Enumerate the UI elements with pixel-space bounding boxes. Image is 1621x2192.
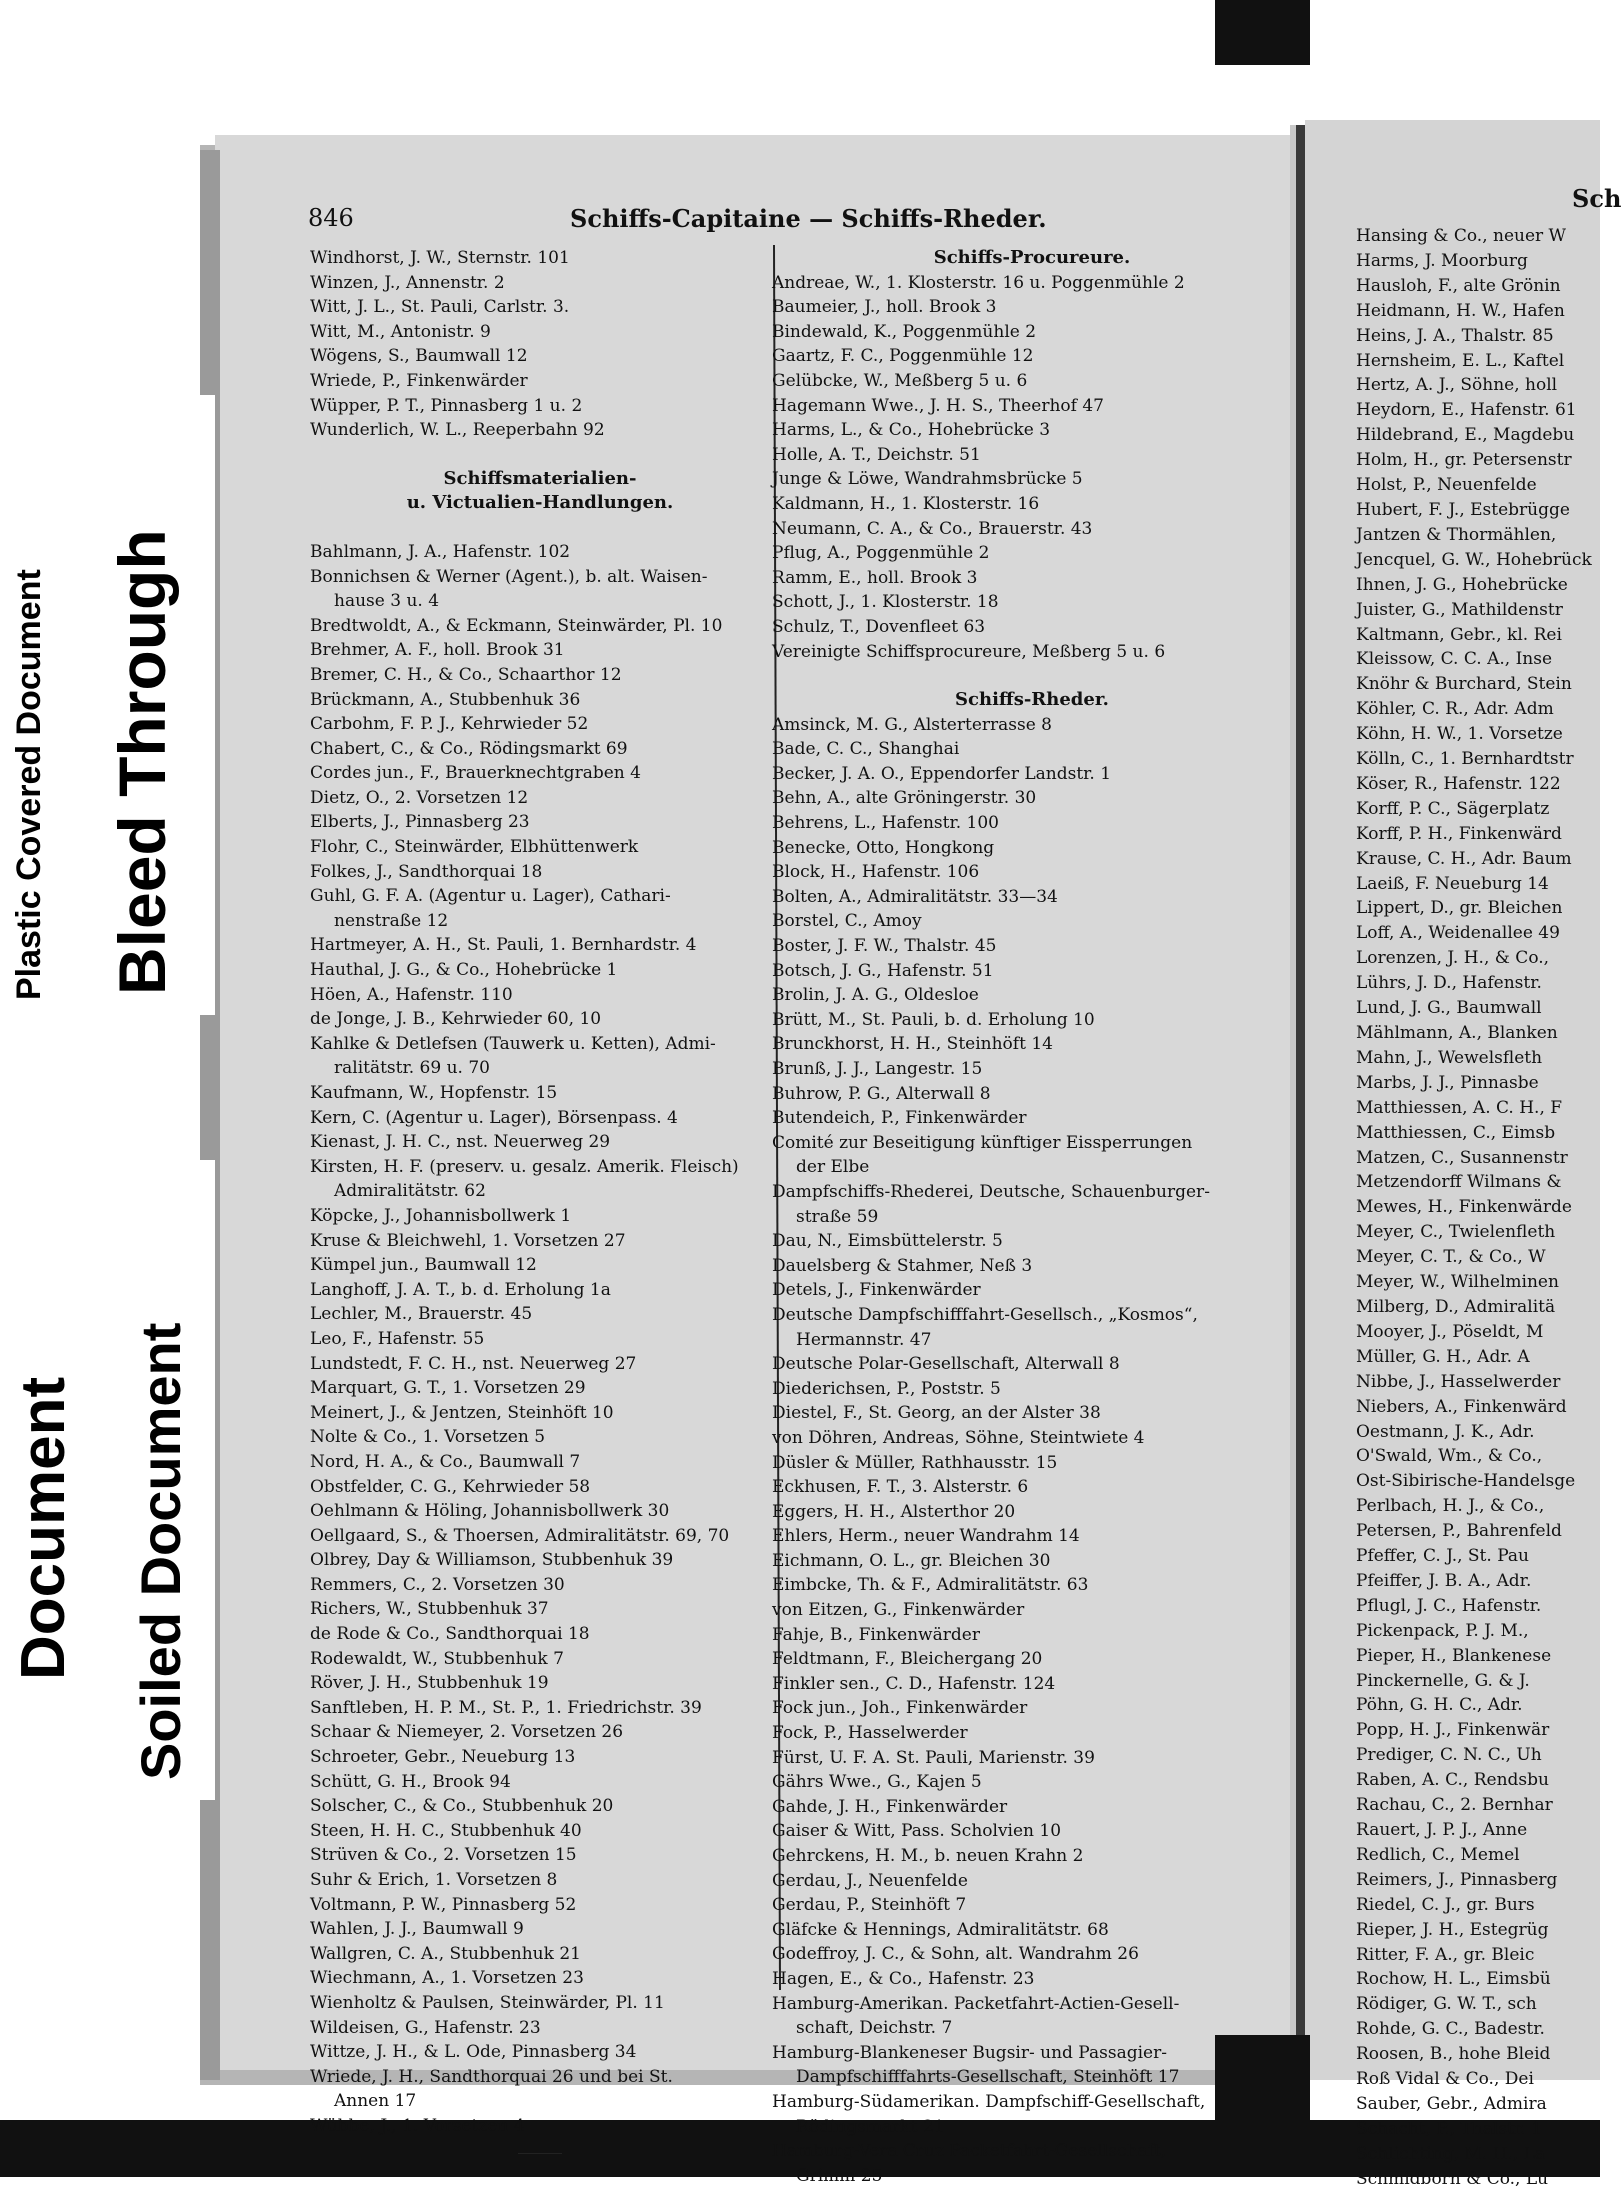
- directory-entry: Müller, G. H., Adr. A: [1356, 1346, 1530, 1367]
- directory-entry: Cordes jun., F., Brauerknechtgraben 4: [310, 763, 641, 784]
- directory-entry: Gerdau, J., Neuenfelde: [772, 1870, 968, 1891]
- directory-entry: Deutsche Polar-Gesellschaft, Alterwall 8: [772, 1354, 1120, 1375]
- entry-continuation: straße 59: [796, 1206, 879, 1227]
- directory-entry: Bolten, A., Admiralitätstr. 33—34: [772, 886, 1058, 907]
- directory-entry: Eckhusen, F. T., 3. Alsterstr. 6: [772, 1477, 1029, 1498]
- directory-entry: Bahlmann, J. A., Hafenstr. 102: [310, 541, 571, 562]
- directory-entry: Nolte & Co., 1. Vorsetzen 5: [310, 1427, 546, 1448]
- directory-entry: Heins, J. A., Thalstr. 85: [1356, 325, 1554, 346]
- directory-entry: Junge & Löwe, Wandrahmsbrücke 5: [772, 469, 1083, 490]
- entry-continuation: Annen 17: [334, 2091, 417, 2112]
- directory-entry: Korff, P. H., Finkenwärd: [1356, 823, 1562, 844]
- directory-entry: Folkes, J., Sandthorquai 18: [310, 861, 543, 882]
- directory-entry: Witt, M., Antonistr. 9: [310, 321, 491, 342]
- entry-continuation: Grimm 25: [796, 2165, 883, 2186]
- spacer: [772, 664, 1292, 688]
- directory-entry: Godeffroy, J. C., & Sohn, alt. Wandrahm 26: [772, 1944, 1139, 1965]
- directory-entry: Matthiessen, C., Eimsb: [1356, 1122, 1556, 1143]
- directory-entry: Wriede, P., Finkenwärder: [310, 370, 528, 391]
- directory-entry: Düsler & Müller, Rathhausstr. 15: [772, 1452, 1058, 1473]
- directory-entry: Deutsche Dampfschifffahrt-Gesellsch., „Kosmos“,: [772, 1304, 1198, 1325]
- directory-entry: Perlbach, H. J., & Co.,: [1356, 1496, 1545, 1517]
- directory-entry: Matzen, C., Susannenstr: [1356, 1147, 1568, 1168]
- directory-entry: Hernsheim, E. L., Kaftel: [1356, 350, 1565, 371]
- directory-entry: Fürst, U. F. A. St. Pauli, Marienstr. 39: [772, 1747, 1095, 1768]
- directory-entry: Schaar & Niemeyer, 2. Vorsetzen 26: [310, 1722, 624, 1743]
- directory-entry: Schacht, P., Thalstr. 1: [1356, 2118, 1542, 2139]
- soiled-document-label: Soiled Document: [129, 1322, 192, 1780]
- directory-entry: Bindewald, K., Poggenmühle 2: [772, 321, 1037, 342]
- directory-entry: de Jonge, J. B., Kehrwieder 60, 10: [310, 1009, 602, 1030]
- directory-entry: Kirsten, H. F. (preserv. u. gesalz. Amerik. Fleisch): [310, 1156, 739, 1177]
- directory-entry: Ehlers, Herm., neuer Wandrahm 14: [772, 1526, 1080, 1547]
- directory-entry: Köhler, C. R., Adr. Adm: [1356, 699, 1554, 720]
- directory-entry: Mooyer, J., Pöseldt, M: [1356, 1321, 1544, 1342]
- page-number: 846: [308, 204, 354, 232]
- directory-entry: Milberg, D., Admiralitä: [1356, 1296, 1556, 1317]
- directory-entry: Brehmer, A. F., holl. Brook 31: [310, 640, 565, 661]
- directory-entry: Botsch, J. G., Hafenstr. 51: [772, 960, 994, 981]
- directory-entry: Ihnen, J. G., Hohebrücke: [1356, 574, 1568, 595]
- directory-entry: Redlich, C., Memel: [1356, 1844, 1520, 1865]
- directory-entry: Röver, J. H., Stubbenhuk 19: [310, 1673, 549, 1694]
- directory-entry: Hauthal, J. G., & Co., Hohebrücke 1: [310, 960, 618, 981]
- directory-entry: Ramm, E., holl. Brook 3: [772, 567, 978, 588]
- directory-entry: Pflugl, J. C., Hafenstr.: [1356, 1595, 1542, 1616]
- entry-continuation: hause 3 u. 4: [334, 591, 440, 612]
- directory-entry: Schroeter, Gebr., Neueburg 13: [310, 1747, 576, 1768]
- directory-entry: Wriede, J. H., Sandthorquai 26 und bei St.: [310, 2066, 673, 2087]
- directory-entry: Bonnichsen & Werner (Agent.), b. alt. Waisen-: [310, 566, 708, 587]
- top-clamp: [1215, 0, 1310, 65]
- directory-entry: Bremer, C. H., & Co., Schaarthor 12: [310, 664, 622, 685]
- directory-entry: Wittze, J. H., & L. Ode, Pinnasberg 34: [310, 2042, 637, 2063]
- directory-entry: Oestmann, J. K., Adr.: [1356, 1421, 1535, 1442]
- directory-entry: Brütt, M., St. Pauli, b. d. Erholung 10: [772, 1009, 1095, 1030]
- directory-entry: Suhr & Erich, 1. Vorsetzen 8: [310, 1870, 558, 1890]
- directory-entry: Lechler, M., Brauerstr. 45: [310, 1304, 533, 1325]
- page-header: [300, 200, 1300, 240]
- spacer: [310, 443, 770, 467]
- directory-entry: Juister, G., Mathildenstr: [1356, 599, 1563, 620]
- directory-entry: Wögens, S., Baumwall 12: [310, 346, 528, 367]
- directory-entry: Leo, F., Hafenstr. 55: [310, 1328, 485, 1349]
- directory-entry: Wiechmann, A., 1. Vorsetzen 23: [310, 1968, 584, 1989]
- directory-entry: Riedel, C. J., gr. Burs: [1356, 1894, 1535, 1915]
- directory-entry: Schlichting, M. H., La: [1356, 2143, 1546, 2164]
- left-page: [300, 200, 1300, 2186]
- directory-entry: Oehlmann & Höling, Johannisbollwerk 30: [310, 1501, 670, 1522]
- directory-entry: Amsinck, M. G., Alsterterrasse 8: [772, 714, 1053, 735]
- directory-entry: Voltmann, P. W., Pinnasberg 52: [310, 1894, 577, 1915]
- directory-entry: Laeiß, F. Neueburg 14: [1356, 873, 1549, 894]
- directory-entry: Pinckernelle, G. & J.: [1356, 1670, 1530, 1691]
- directory-entry: Gaartz, F. C., Poggenmühle 12: [772, 346, 1034, 367]
- directory-entry: Flohr, C., Steinwärder, Elbhüttenwerk: [310, 837, 639, 858]
- directory-entry: Metzendorff Wilmans &: [1356, 1172, 1562, 1193]
- directory-entry: Richers, W., Stubbenhuk 37: [310, 1599, 549, 1620]
- directory-entry: Detels, J., Finkenwärder: [772, 1280, 981, 1301]
- directory-entry: Holle, A. T., Deichstr. 51: [772, 444, 981, 465]
- directory-entry: Kern, C. (Agentur u. Lager), Börsenpass. 4: [310, 1107, 678, 1128]
- directory-entry: Knöhr & Burchard, Stein: [1356, 674, 1572, 695]
- directory-entry: Wunderlich, W. L., Reeperbahn 92: [310, 420, 605, 441]
- document-label: Document: [9, 1376, 78, 1680]
- directory-entry: Langhoff, J. A. T., b. d. Erholung 1a: [310, 1279, 611, 1300]
- left-column: [310, 246, 770, 2154]
- directory-entry: Lundstedt, F. C. H., nst. Neuerweg 27: [310, 1353, 637, 1374]
- directory-entry: Meyer, W., Wilhelminen: [1356, 1272, 1559, 1293]
- directory-entry: Witt, J. L., St. Pauli, Carlstr. 3.: [310, 297, 570, 318]
- directory-entry: Schott, J., 1. Klosterstr. 18: [772, 592, 999, 613]
- entry-continuation: Admiralitätstr. 62: [334, 1181, 486, 1202]
- directory-entry: Hamburg-Blankeneser Bugsir- und Passagier-: [772, 2042, 1167, 2063]
- directory-entry: Rauert, J. P. J., Anne: [1356, 1820, 1528, 1840]
- directory-entry: Wienholtz & Paulsen, Steinwärder, Pl. 11: [310, 1992, 665, 2013]
- directory-entry: Sauber, Gebr., Admira: [1356, 2093, 1547, 2114]
- directory-entry: Prediger, C. N. C., Uh: [1356, 1745, 1542, 1766]
- directory-entry: Solscher, C., & Co., Stubbenhuk 20: [310, 1796, 614, 1817]
- directory-entry: Behrens, L., Hafenstr. 100: [772, 813, 1000, 834]
- directory-entry: Wildeisen, G., Hafenstr. 23: [310, 2017, 541, 2038]
- directory-entry: Bade, C. C., Shanghai: [772, 739, 960, 760]
- directory-entry: Popp, H. J., Finkenwär: [1356, 1720, 1550, 1741]
- directory-entry: Buhrow, P. G., Alterwall 8: [772, 1083, 991, 1104]
- directory-entry: Hamburg-Vera Cruz Packetfahrt-Gesellschaft,: [772, 2141, 1167, 2162]
- directory-entry: Kaufmann, W., Hopfenstr. 15: [310, 1083, 558, 1103]
- directory-entry: Dauelsberg & Stahmer, Neß 3: [772, 1255, 1033, 1276]
- directory-entry: Rodewaldt, W., Stubbenhuk 7: [310, 1648, 564, 1669]
- section-heading: u. Victualien-Handlungen.: [406, 492, 674, 514]
- directory-entry: Raben, A. C., Rendsbu: [1356, 1770, 1549, 1791]
- directory-entry: Wallgren, C. A., Stubbenhuk 21: [310, 1943, 581, 1964]
- directory-entry: Hildebrand, E., Magdebu: [1356, 425, 1575, 446]
- directory-entry: Gerdau, P., Steinhöft 7: [772, 1895, 967, 1916]
- directory-entry: Benecke, Otto, Hongkong: [772, 837, 995, 858]
- directory-entry: Pöhn, G. H. C., Adr.: [1356, 1695, 1523, 1716]
- directory-entry: Kienast, J. H. C., nst. Neuerweg 29: [310, 1132, 611, 1153]
- directory-entry: Marquart, G. T., 1. Vorsetzen 29: [310, 1378, 586, 1399]
- directory-entry: Steen, H. H. C., Stubbenhuk 40: [310, 1820, 582, 1841]
- directory-entry: Pfeffer, C. J., St. Pau: [1356, 1546, 1529, 1567]
- directory-entry: Hagemann Wwe., J. H. S., Theerhof 47: [772, 395, 1104, 416]
- directory-entry: Eichmann, O. L., gr. Bleichen 30: [772, 1550, 1051, 1571]
- directory-entry: Hagen, E., & Co., Hafenstr. 23: [772, 1968, 1035, 1989]
- directory-entry: von Döhren, Andreas, Söhne, Steintwiete 4: [772, 1427, 1145, 1448]
- next-page-fragment: [1350, 180, 1621, 2189]
- directory-entry: Borstel, C., Amoy: [772, 911, 922, 932]
- directory-entry: Carbohm, F. P. J., Kehrwieder 52: [310, 714, 589, 735]
- directory-entry: Heidmann, H. W., Hafen: [1356, 300, 1565, 321]
- directory-entry: Behn, A., alte Gröningerstr. 30: [772, 788, 1037, 809]
- entry-continuation: nenstraße 12: [334, 910, 449, 931]
- entry-continuation: der Elbe: [796, 1157, 870, 1178]
- next-page-column: [1356, 224, 1616, 2192]
- directory-entry: Heydorn, E., Hafenstr. 61: [1356, 400, 1577, 421]
- directory-entry: Rachau, C., 2. Bernhar: [1356, 1795, 1553, 1816]
- directory-entry: Rieper, J. H., Estegrüg: [1356, 1919, 1549, 1940]
- directory-entry: Hertz, A. J., Söhne, holl: [1356, 375, 1558, 396]
- directory-entry: Lührs, J. D., Hafenstr.: [1356, 973, 1542, 994]
- directory-entry: Diederichsen, P., Poststr. 5: [772, 1378, 1001, 1399]
- directory-entry: Kölln, C., 1. Bernhardtstr: [1356, 749, 1574, 770]
- directory-entry: Lorenzen, J. H., & Co.,: [1356, 948, 1550, 969]
- directory-entry: Fock, P., Hasselwerder: [772, 1723, 968, 1744]
- right-column: [772, 246, 1292, 2188]
- directory-entry: Jantzen & Thormählen,: [1356, 524, 1557, 545]
- entry-continuation: schaft, Deichstr. 7: [796, 2018, 953, 2039]
- directory-entry: Lund, J. G., Baumwall: [1356, 998, 1542, 1019]
- directory-entry: Mahn, J., Wewelsfleth: [1356, 1047, 1543, 1068]
- directory-entry: von Eitzen, G., Finkenwärder: [772, 1600, 1025, 1621]
- directory-entry: Comité zur Beseitigung künftiger Eissperrungen: [772, 1132, 1193, 1153]
- spacer: [310, 516, 770, 540]
- directory-entry: Hamburg-Südamerikan. Dampfschiff-Gesellschaft,: [772, 2091, 1206, 2112]
- directory-entry: Harms, J. Moorburg: [1356, 250, 1528, 271]
- directory-entry: Gehrckens, H. M., b. neuen Krahn 2: [772, 1846, 1084, 1866]
- directory-entry: Kaltmann, Gebr., kl. Rei: [1356, 624, 1562, 645]
- entry-continuation: ralitätstr. 69 u. 70: [334, 1058, 490, 1079]
- section-heading: Schiffsmaterialien-: [443, 467, 637, 489]
- directory-entry: Fahje, B., Finkenwärder: [772, 1624, 980, 1645]
- directory-entry: Hamburg-Amerikan. Packetfahrt-Actien-Gesell-: [772, 1993, 1180, 2014]
- directory-entry: Olbrey, Day & Williamson, Stubbenhuk 39: [310, 1550, 674, 1571]
- directory-entry: Diestel, F., St. Georg, an der Alster 38: [772, 1403, 1101, 1424]
- directory-entry: Neumann, C. A., & Co., Brauerstr. 43: [772, 518, 1093, 539]
- directory-entry: Hubert, F. J., Estebrügge: [1356, 499, 1570, 520]
- directory-entry: Kaldmann, H., 1. Klosterstr. 16: [772, 493, 1040, 514]
- directory-entry: Mewes, H., Finkenwärde: [1356, 1197, 1572, 1218]
- directory-entry: Nord, H. A., & Co., Baumwall 7: [310, 1451, 581, 1472]
- directory-entry: Meyer, C., Twielenfleth: [1356, 1222, 1556, 1243]
- directory-entry: Matthiessen, A. C. H., F: [1356, 1097, 1563, 1118]
- directory-entry: Sanftleben, H. P. M., St. P., 1. Friedrichstr. 39: [310, 1697, 702, 1718]
- directory-entry: de Rode & Co., Sandthorquai 18: [310, 1624, 590, 1645]
- directory-entry: Winzen, J., Annenstr. 2: [310, 272, 505, 293]
- directory-entry: Pfeiffer, J. B. A., Adr.: [1356, 1570, 1532, 1591]
- directory-entry: Eggers, H. H., Alsterthor 20: [772, 1501, 1016, 1522]
- directory-entry: Pieper, H., Blankenese: [1356, 1645, 1552, 1666]
- directory-entry: Schmidborn & Co., Lu: [1356, 2168, 1549, 2189]
- directory-entry: Bredtwoldt, A., & Eckmann, Steinwärder, Pl. 10: [310, 615, 723, 636]
- directory-entry: Gährs Wwe., G., Kajen 5: [772, 1772, 982, 1793]
- directory-entry: Schütt, G. H., Brook 94: [310, 1771, 511, 1792]
- directory-entry: Dietz, O., 2. Vorsetzen 12: [310, 787, 529, 808]
- directory-entry: Gahde, J. H., Finkenwärder: [772, 1796, 1008, 1817]
- directory-entry: Dau, N., Eimsbüttelerstr. 5: [772, 1231, 1003, 1252]
- directory-entry: Strüven & Co., 2. Vorsetzen 15: [310, 1845, 577, 1866]
- directory-entry: Jencquel, G. W., Hohebrück: [1356, 549, 1592, 570]
- directory-entry: Andreae, W., 1. Klosterstr. 16 u. Poggenmühle 2: [772, 272, 1185, 293]
- directory-entry: Meinert, J., & Jentzen, Steinhöft 10: [310, 1402, 614, 1423]
- directory-entry: Becker, J. A. O., Eppendorfer Landstr. 1: [772, 763, 1112, 784]
- directory-entry: Rochow, H. L., Eimsbü: [1356, 1969, 1551, 1990]
- directory-entry: Feldtmann, F., Bleichergang 20: [772, 1649, 1043, 1670]
- directory-entry: Gaiser & Witt, Pass. Scholvien 10: [772, 1821, 1062, 1842]
- next-page-running-head: Sch: [1572, 184, 1621, 213]
- directory-entry: Holst, P., Neuenfelde: [1356, 475, 1537, 496]
- section-heading: Schiffs-Rheder.: [955, 689, 1109, 711]
- directory-entry: Brolin, J. A. G., Oldesloe: [772, 985, 979, 1006]
- directory-entry: Pflug, A., Poggenmühle 2: [772, 543, 990, 564]
- directory-entry: Kruse & Bleichwehl, 1. Vorsetzen 27: [310, 1230, 626, 1251]
- directory-entry: Finkler sen., C. D., Hafenstr. 124: [772, 1673, 1056, 1694]
- bleed-through-label: Bleed Through: [105, 529, 179, 995]
- directory-entry: Loff, A., Weidenallee 49: [1356, 923, 1560, 944]
- directory-entry: Oellgaard, S., & Thoersen, Admiralitätstr. 69, 70: [310, 1525, 730, 1546]
- directory-entry: Kahlke & Detlefsen (Tauwerk u. Ketten), Admi-: [310, 1033, 716, 1054]
- directory-entry: Chabert, C., & Co., Rödingsmarkt 69: [310, 738, 628, 759]
- plastic-covered-label: Plastic Covered Document: [10, 569, 48, 1000]
- directory-entry: Meyer, C. T., & Co., W: [1356, 1247, 1546, 1268]
- directory-entry: O'Swald, Wm., & Co.,: [1356, 1446, 1543, 1467]
- directory-entry: Wübbe, J., 1. Vorsetzen 4: [310, 2115, 525, 2136]
- directory-entry: Boster, J. F. W., Thalstr. 45: [772, 936, 997, 957]
- directory-entry: Hausloh, F., alte Grönin: [1356, 275, 1561, 296]
- entry-continuation: Rödingsmarkt 21: [796, 2116, 945, 2137]
- entry-continuation: Hermannstr. 47: [796, 1329, 932, 1350]
- directory-entry: Obstfelder, C. G., Kehrwieder 58: [310, 1476, 591, 1497]
- directory-entry: Ritter, F. A., gr. Bleic: [1356, 1944, 1535, 1965]
- directory-entry: Roosen, B., hohe Bleid: [1356, 2044, 1551, 2065]
- directory-entry: Nibbe, J., Hasselwerder: [1356, 1371, 1561, 1392]
- directory-entry: Block, H., Hafenstr. 106: [772, 862, 980, 883]
- running-head: Schiffs-Capitaine — Schiffs-Rheder.: [570, 204, 1047, 233]
- directory-entry: Windhorst, J. W., Sternstr. 101: [310, 248, 570, 268]
- entry-continuation: Dampfschifffahrts-Gesellschaft, Steinhöft 17: [796, 2067, 1180, 2088]
- directory-entry: Rohde, G. C., Badestr.: [1356, 2019, 1545, 2040]
- directory-entry: Mählmann, A., Blanken: [1356, 1023, 1558, 1043]
- directory-entry: Marbs, J. J., Pinnasbe: [1356, 1072, 1539, 1093]
- directory-entry: Eimbcke, Th. & F., Admiralitätstr. 63: [772, 1575, 1089, 1596]
- directory-entry: Roß Vidal & Co., Dei: [1356, 2069, 1534, 2090]
- directory-entry: Remmers, C., 2. Vorsetzen 30: [310, 1574, 565, 1595]
- end-rule: [518, 2153, 562, 2154]
- directory-entry: Höen, A., Hafenstr. 110: [310, 984, 513, 1005]
- directory-entry: Brunckhorst, H. H., Steinhöft 14: [772, 1034, 1053, 1055]
- directory-entry: Harms, L., & Co., Hohebrücke 3: [772, 420, 1051, 441]
- directory-entry: Pickenpack, P. J. M.,: [1356, 1620, 1529, 1641]
- directory-entry: Ost-Sibirische-Handelsge: [1356, 1471, 1576, 1492]
- directory-entry: Kümpel jun., Baumwall 12: [310, 1255, 537, 1276]
- directory-entry: Brückmann, A., Stubbenhuk 36: [310, 689, 581, 710]
- directory-entry: Wüpper, P. T., Pinnasberg 1 u. 2: [310, 395, 583, 416]
- directory-entry: Hansing & Co., neuer W: [1356, 226, 1567, 246]
- directory-entry: Vereinigte Schiffsprocureure, Meßberg 5 u. 6: [772, 641, 1166, 662]
- directory-entry: Gläfcke & Hennings, Admiralitätstr. 68: [772, 1919, 1109, 1940]
- directory-entry: Niebers, A., Finkenwärd: [1356, 1396, 1567, 1417]
- directory-entry: Rödiger, G. W. T., sch: [1356, 1994, 1537, 2015]
- directory-entry: Fock jun., Joh., Finkenwärder: [772, 1698, 1028, 1719]
- directory-entry: Holm, H., gr. Petersenstr: [1356, 450, 1572, 471]
- directory-entry: Hartmeyer, A. H., St. Pauli, 1. Bernhardstr. 4: [310, 935, 697, 956]
- section-heading: Schiffs-Procureure.: [933, 247, 1131, 268]
- directory-entry: Baumeier, J., holl. Brook 3: [772, 297, 997, 318]
- directory-entry: Dampfschiffs-Rhederei, Deutsche, Schauenburger-: [772, 1181, 1210, 1202]
- directory-entry: Köpcke, J., Johannisbollwerk 1: [310, 1205, 572, 1226]
- directory-entry: Schulz, T., Dovenfleet 63: [772, 616, 986, 637]
- directory-entry: Lippert, D., gr. Bleichen: [1356, 898, 1563, 919]
- directory-entry: Brunß, J. J., Langestr. 15: [772, 1059, 983, 1079]
- directory-entry: Guhl, G. F. A. (Agentur u. Lager), Cathari-: [310, 886, 671, 907]
- directory-entry: Reimers, J., Pinnasberg: [1356, 1869, 1558, 1890]
- directory-entry: Butendeich, P., Finkenwärder: [772, 1108, 1027, 1129]
- directory-entry: Petersen, P., Bahrenfeld: [1356, 1521, 1562, 1542]
- directory-entry: Elberts, J., Pinnasberg 23: [310, 812, 530, 833]
- directory-entry: Korff, P. C., Sägerplatz: [1356, 798, 1550, 819]
- directory-entry: Köser, R., Hafenstr. 122: [1356, 773, 1561, 794]
- directory-entry: Gelübcke, W., Meßberg 5 u. 6: [772, 370, 1028, 391]
- directory-entry: Kleissow, C. C. A., Inse: [1356, 649, 1553, 670]
- directory-entry: Wahlen, J. J., Baumwall 9: [310, 1919, 524, 1940]
- directory-entry: Krause, C. H., Adr. Baum: [1356, 848, 1572, 869]
- directory-entry: Köhn, H. W., 1. Vorsetze: [1356, 724, 1563, 745]
